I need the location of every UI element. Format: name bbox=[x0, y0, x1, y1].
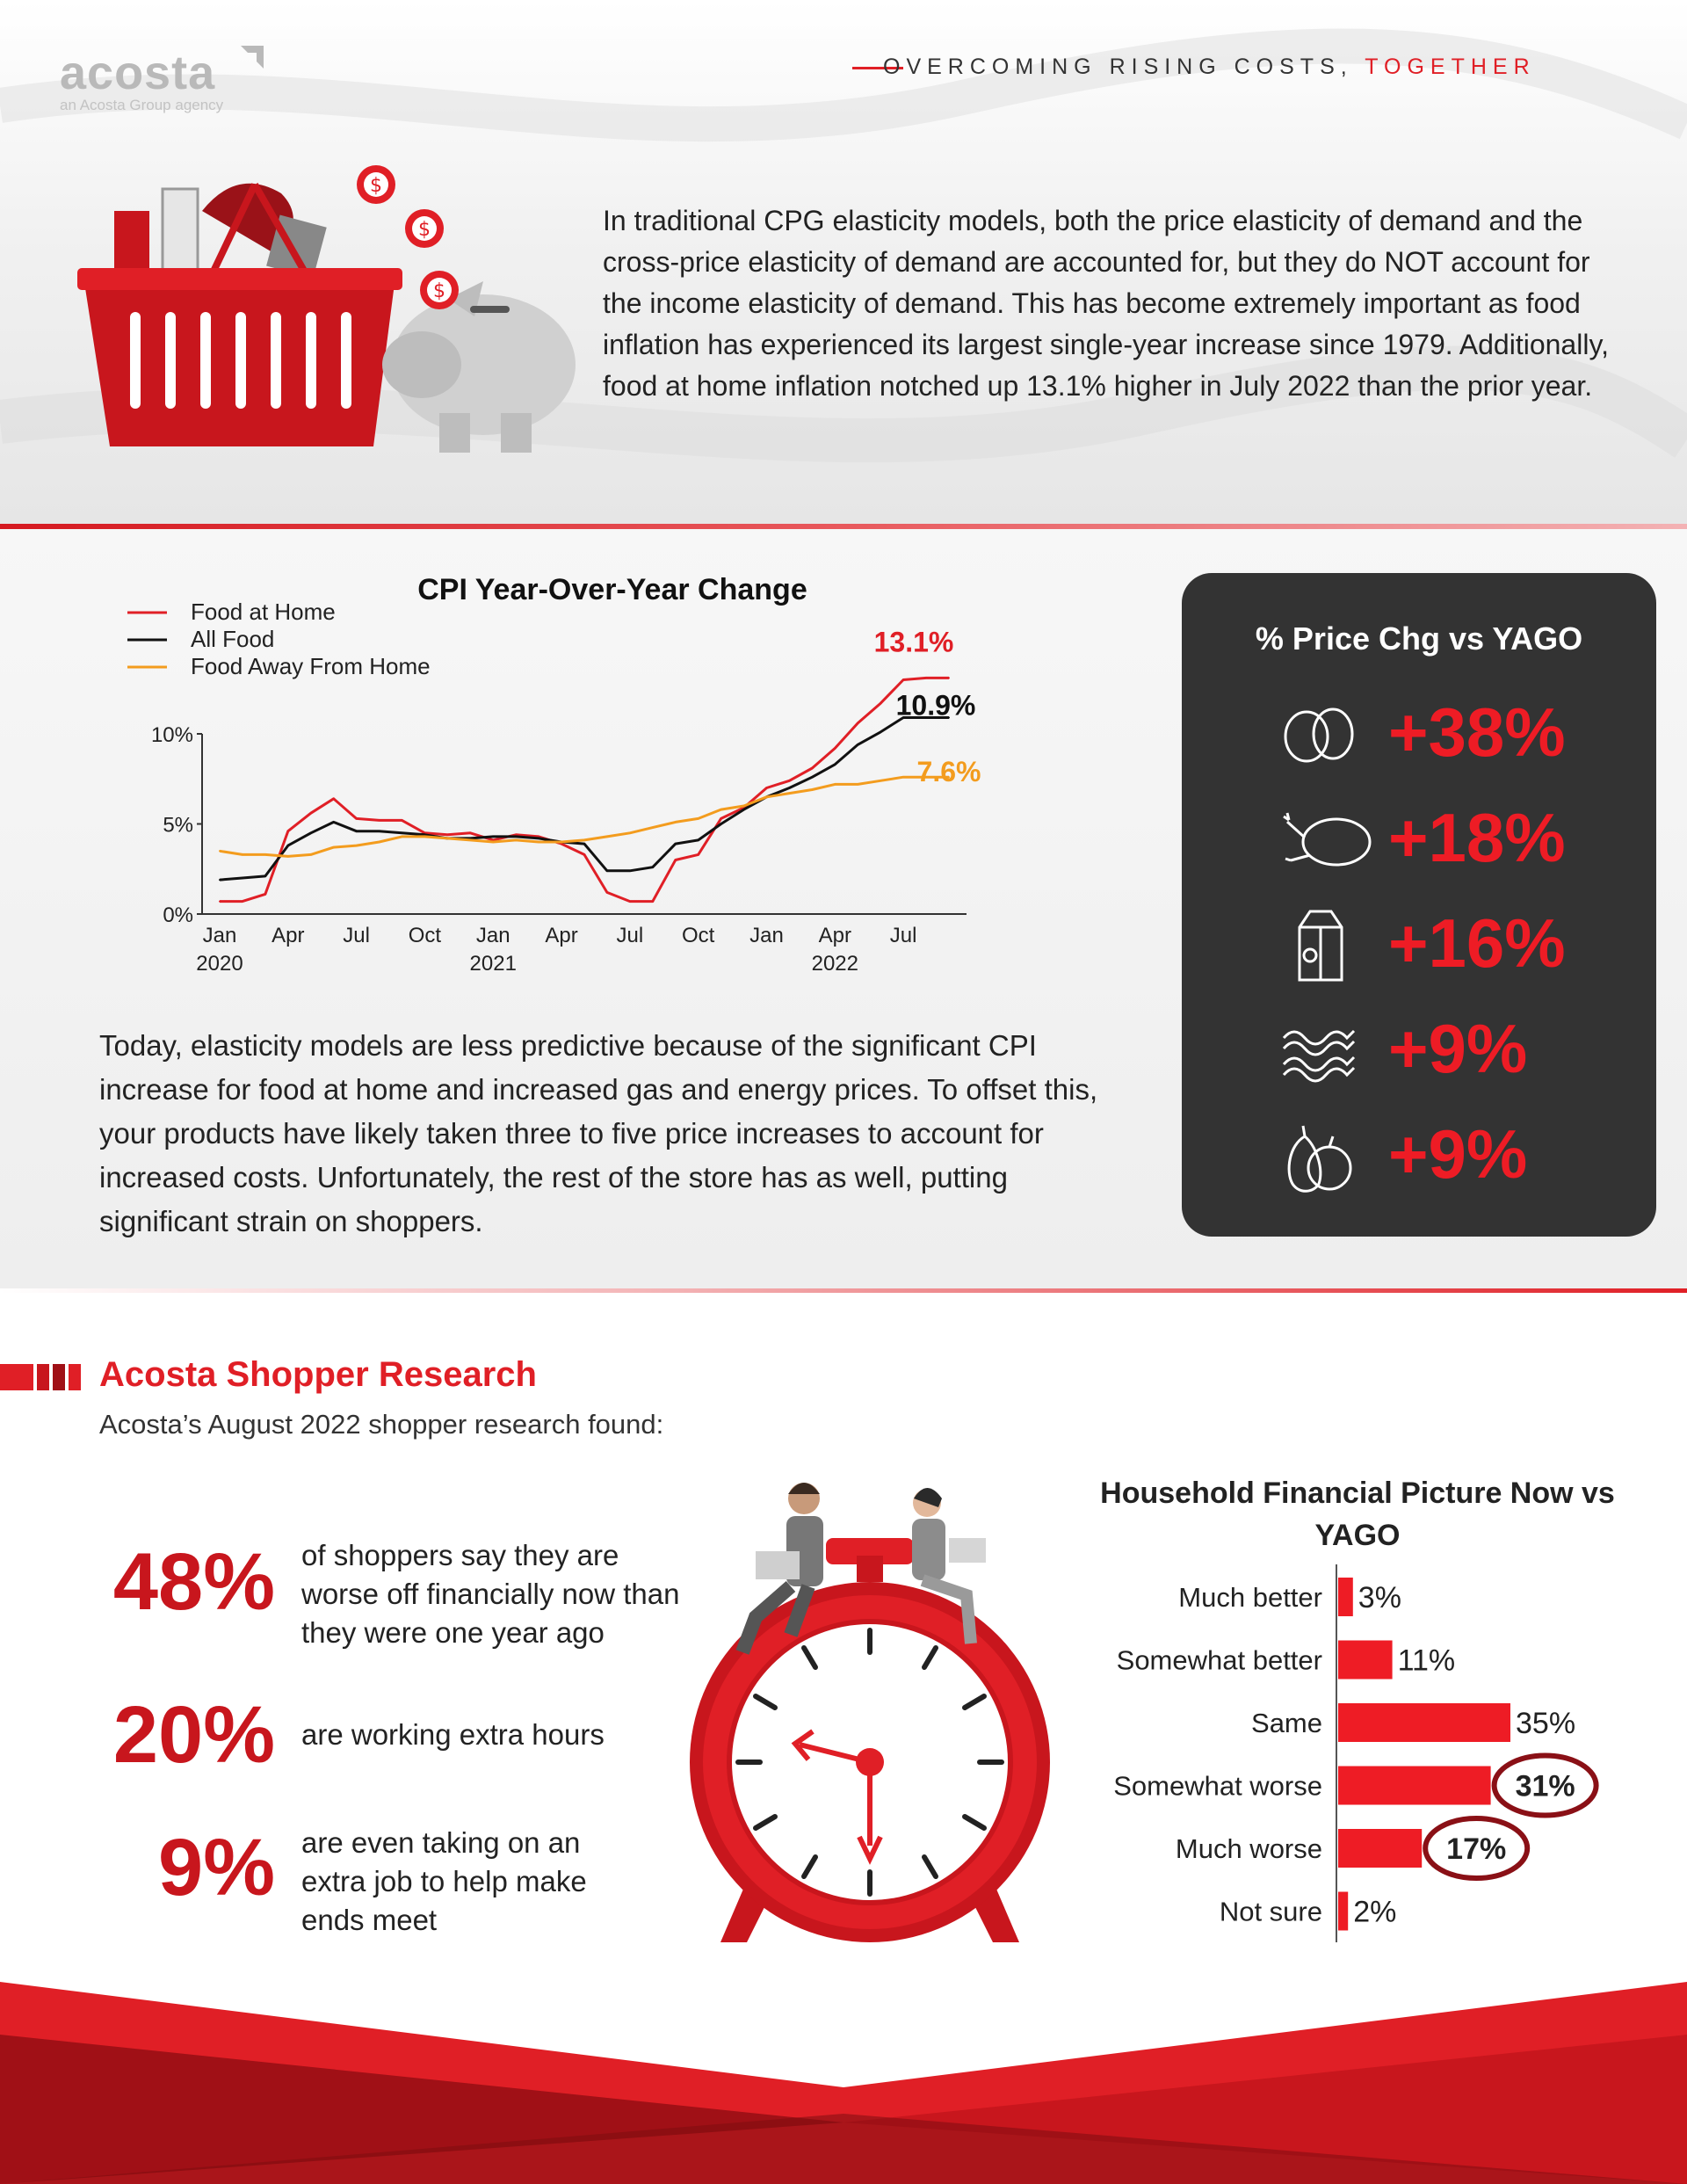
household-bar-chart bbox=[1094, 1564, 1674, 1960]
bar bbox=[1338, 1829, 1422, 1868]
data-point bbox=[880, 731, 881, 733]
stat-value: 20% bbox=[112, 1690, 275, 1780]
basket-piggy-illustration bbox=[70, 158, 580, 457]
data-point bbox=[379, 819, 380, 821]
milk-carton-icon bbox=[1278, 908, 1359, 983]
eggs-icon bbox=[1278, 697, 1359, 767]
data-point bbox=[675, 843, 677, 845]
price-row-eggs bbox=[1278, 688, 1647, 776]
data-point bbox=[743, 809, 745, 810]
stat-text: are even taking on an extra job to help make ends meet bbox=[301, 1826, 587, 1936]
data-point bbox=[834, 764, 836, 765]
data-point bbox=[333, 846, 335, 848]
data-point bbox=[242, 901, 243, 903]
data-point bbox=[515, 839, 517, 841]
tagline bbox=[883, 54, 1536, 80]
data-point bbox=[356, 831, 358, 832]
data-point bbox=[766, 787, 768, 789]
x-tick-sublabel: 2021 bbox=[469, 952, 517, 976]
logo-subtitle: an Acosta Group agency bbox=[60, 97, 224, 113]
data-point bbox=[880, 780, 881, 781]
price-value: +18% bbox=[1388, 799, 1566, 876]
data-point bbox=[811, 789, 813, 791]
data-point bbox=[925, 677, 927, 678]
data-point bbox=[242, 853, 243, 855]
data-point bbox=[264, 893, 266, 895]
bar-category-label: Somewhat better bbox=[1116, 1644, 1322, 1676]
price-value: +9% bbox=[1388, 1115, 1528, 1193]
data-point bbox=[675, 821, 677, 823]
bar bbox=[1338, 1703, 1510, 1742]
x-tick-sublabel: 2022 bbox=[811, 952, 859, 976]
data-point bbox=[652, 867, 654, 868]
data-point bbox=[788, 793, 790, 795]
data-point bbox=[857, 744, 858, 745]
data-point bbox=[811, 767, 813, 769]
data-point bbox=[652, 827, 654, 829]
data-point bbox=[902, 776, 904, 778]
data-point bbox=[402, 832, 403, 834]
legend-label: Food Away From Home bbox=[191, 653, 431, 679]
data-point bbox=[310, 853, 312, 855]
data-point bbox=[902, 679, 904, 681]
data-point bbox=[287, 831, 289, 832]
chart-legend bbox=[127, 599, 431, 679]
bar-value-label: 3% bbox=[1358, 1581, 1401, 1614]
data-point bbox=[538, 841, 539, 843]
bar-value-label: 17% bbox=[1446, 1832, 1507, 1866]
price-row-chicken bbox=[1278, 794, 1647, 882]
intro-paragraph: In traditional CPG elasticity models, both the price elasticity of demand and the cross-price elasticity of demand are accounted for, but they do NOT account for the income elasticity of demand. This has become extremely important as food inflation has experienced its largest single-year increase since 1979. Additionally, food at home inflation notched up 13.1% higher in July 2022 than the prior year. bbox=[603, 205, 1609, 402]
data-point bbox=[629, 870, 631, 872]
data-point bbox=[629, 832, 631, 834]
stat-value: 9% bbox=[158, 1823, 275, 1912]
data-point bbox=[402, 819, 403, 821]
bar-category-label: Much better bbox=[1178, 1582, 1322, 1613]
chart-axes bbox=[151, 723, 967, 976]
data-point bbox=[538, 838, 539, 839]
bar-category-label: Same bbox=[1251, 1708, 1322, 1738]
data-point bbox=[652, 901, 654, 903]
data-point bbox=[492, 836, 494, 838]
data-point bbox=[720, 817, 722, 819]
data-point bbox=[379, 831, 380, 832]
research-title: Acosta Shopper Research bbox=[99, 1355, 537, 1394]
price-row-milk bbox=[1278, 899, 1647, 987]
stat-text: are working extra hours bbox=[301, 1718, 605, 1751]
data-point bbox=[720, 824, 722, 825]
research-subtitle: Acosta’s August 2022 shopper research found: bbox=[99, 1409, 664, 1440]
data-point bbox=[356, 817, 358, 819]
x-tick-label: Apr bbox=[545, 924, 578, 947]
footer-decoration bbox=[0, 1982, 1687, 2184]
x-tick-label: Oct bbox=[682, 924, 715, 947]
data-point bbox=[583, 839, 585, 841]
data-point bbox=[379, 841, 380, 843]
data-point bbox=[287, 855, 289, 857]
data-point bbox=[788, 787, 790, 789]
x-tick-label: Jan bbox=[749, 924, 784, 947]
svg-text:$: $ bbox=[370, 175, 382, 197]
fruit-icon bbox=[1278, 1119, 1359, 1194]
y-tick-label: 5% bbox=[163, 813, 193, 838]
data-point bbox=[811, 776, 813, 778]
x-tick-label: Apr bbox=[272, 924, 305, 947]
data-point bbox=[583, 853, 585, 855]
bacon-icon bbox=[1278, 1013, 1359, 1084]
data-point bbox=[948, 677, 950, 678]
title-accent-bars bbox=[0, 1364, 88, 1390]
data-point bbox=[834, 747, 836, 749]
x-tick-label: Oct bbox=[408, 924, 442, 947]
bar bbox=[1338, 1767, 1491, 1805]
y-tick-label: 0% bbox=[163, 903, 193, 927]
data-point bbox=[698, 817, 699, 819]
elasticity-paragraph: Today, elasticity models are less predictive because of the significant CPI increase for food at home and increased gas and energy prices. To offset this, your products have likely taken three to five price increases to account for increased costs. Unfortunately, the rest of the store has as well, putting significant strain on shoppers. bbox=[99, 1029, 1098, 1237]
data-point bbox=[606, 891, 608, 893]
section-divider bbox=[0, 1288, 1687, 1293]
bar-category-label: Much worse bbox=[1175, 1833, 1322, 1864]
tagline-main: OVERCOMING RISING COSTS, bbox=[883, 54, 1365, 79]
data-point bbox=[333, 798, 335, 800]
price-panel-title: % Price Chg vs YAGO bbox=[1255, 620, 1583, 657]
y-tick-label: 10% bbox=[150, 723, 193, 747]
data-point bbox=[310, 812, 312, 814]
series-end-label: 7.6% bbox=[916, 756, 981, 788]
data-point bbox=[333, 821, 335, 823]
legend-label: All Food bbox=[191, 626, 275, 652]
bar-value-label: 35% bbox=[1516, 1707, 1576, 1740]
data-point bbox=[720, 809, 722, 810]
stat-text: of shoppers say they are worse off financially now than they were one year ago bbox=[301, 1539, 680, 1649]
x-tick-label: Jul bbox=[343, 924, 370, 947]
data-point bbox=[492, 841, 494, 843]
legend-label: Food at Home bbox=[191, 599, 336, 625]
data-point bbox=[287, 845, 289, 846]
price-value: +38% bbox=[1388, 693, 1566, 771]
data-point bbox=[264, 875, 266, 877]
data-point bbox=[606, 870, 608, 872]
chart-end-labels bbox=[874, 626, 981, 787]
data-point bbox=[446, 838, 448, 839]
data-point bbox=[219, 850, 221, 852]
x-tick-label: Apr bbox=[818, 924, 851, 947]
data-point bbox=[402, 836, 403, 838]
bar-value-label: 11% bbox=[1397, 1643, 1456, 1678]
chicken-icon bbox=[1278, 802, 1375, 873]
chart-title: CPI Year-Over-Year Change bbox=[417, 573, 807, 606]
data-point bbox=[561, 841, 562, 843]
data-point bbox=[219, 901, 221, 903]
price-row-bacon bbox=[1278, 1005, 1647, 1092]
bar-category-label: Somewhat worse bbox=[1113, 1770, 1322, 1802]
series-line bbox=[220, 678, 949, 901]
data-point bbox=[857, 722, 858, 724]
price-row-fruit bbox=[1278, 1110, 1647, 1198]
shopping-basket-icon bbox=[77, 184, 402, 446]
piggy-bank-icon bbox=[382, 281, 576, 453]
data-point bbox=[743, 805, 745, 807]
data-point bbox=[219, 879, 221, 881]
series-end-label: 10.9% bbox=[895, 689, 976, 722]
x-tick-label: Jan bbox=[202, 924, 237, 947]
price-value: +9% bbox=[1388, 1010, 1528, 1087]
data-point bbox=[310, 832, 312, 834]
data-point bbox=[515, 836, 517, 838]
bar-category-label: Not sure bbox=[1219, 1896, 1322, 1927]
data-point bbox=[606, 836, 608, 838]
data-point bbox=[880, 702, 881, 704]
household-chart-title: Household Financial Picture Now vs YAGO bbox=[1100, 1477, 1615, 1552]
data-point bbox=[675, 860, 677, 861]
data-point bbox=[424, 836, 425, 838]
data-point bbox=[469, 839, 471, 841]
tagline-accent: TOGETHER bbox=[1365, 54, 1536, 79]
cpi-line-chart bbox=[114, 562, 1054, 984]
data-point bbox=[264, 853, 266, 855]
data-point bbox=[698, 839, 699, 841]
x-tick-label: Jan bbox=[475, 924, 510, 947]
data-point bbox=[356, 845, 358, 846]
bar bbox=[1338, 1578, 1353, 1616]
x-tick-label: Jul bbox=[889, 924, 917, 947]
alarm-clock-icon bbox=[690, 1538, 1050, 1942]
svg-text:$: $ bbox=[433, 280, 445, 302]
data-point bbox=[857, 783, 858, 785]
x-tick-label: Jul bbox=[616, 924, 644, 947]
data-point bbox=[446, 834, 448, 836]
stat-value: 48% bbox=[112, 1537, 275, 1627]
data-point bbox=[583, 843, 585, 845]
x-tick-sublabel: 2020 bbox=[196, 952, 243, 976]
data-point bbox=[629, 901, 631, 903]
data-point bbox=[834, 783, 836, 785]
price-value: +16% bbox=[1388, 904, 1566, 982]
bar-value-label: 2% bbox=[1353, 1895, 1397, 1929]
data-point bbox=[698, 853, 699, 855]
logo[interactable]: acosta bbox=[60, 47, 216, 99]
bar-value-label: 31% bbox=[1515, 1769, 1575, 1803]
alarm-clock-illustration bbox=[685, 1468, 1054, 1960]
logo-mark-icon bbox=[237, 42, 267, 72]
data-point bbox=[242, 877, 243, 879]
bar bbox=[1338, 1892, 1348, 1931]
data-point bbox=[469, 832, 471, 834]
data-point bbox=[788, 780, 790, 781]
series-end-label: 13.1% bbox=[873, 626, 954, 658]
chart-series bbox=[219, 677, 950, 902]
bar bbox=[1338, 1641, 1393, 1680]
svg-text:$: $ bbox=[418, 219, 431, 241]
data-point bbox=[766, 796, 768, 798]
